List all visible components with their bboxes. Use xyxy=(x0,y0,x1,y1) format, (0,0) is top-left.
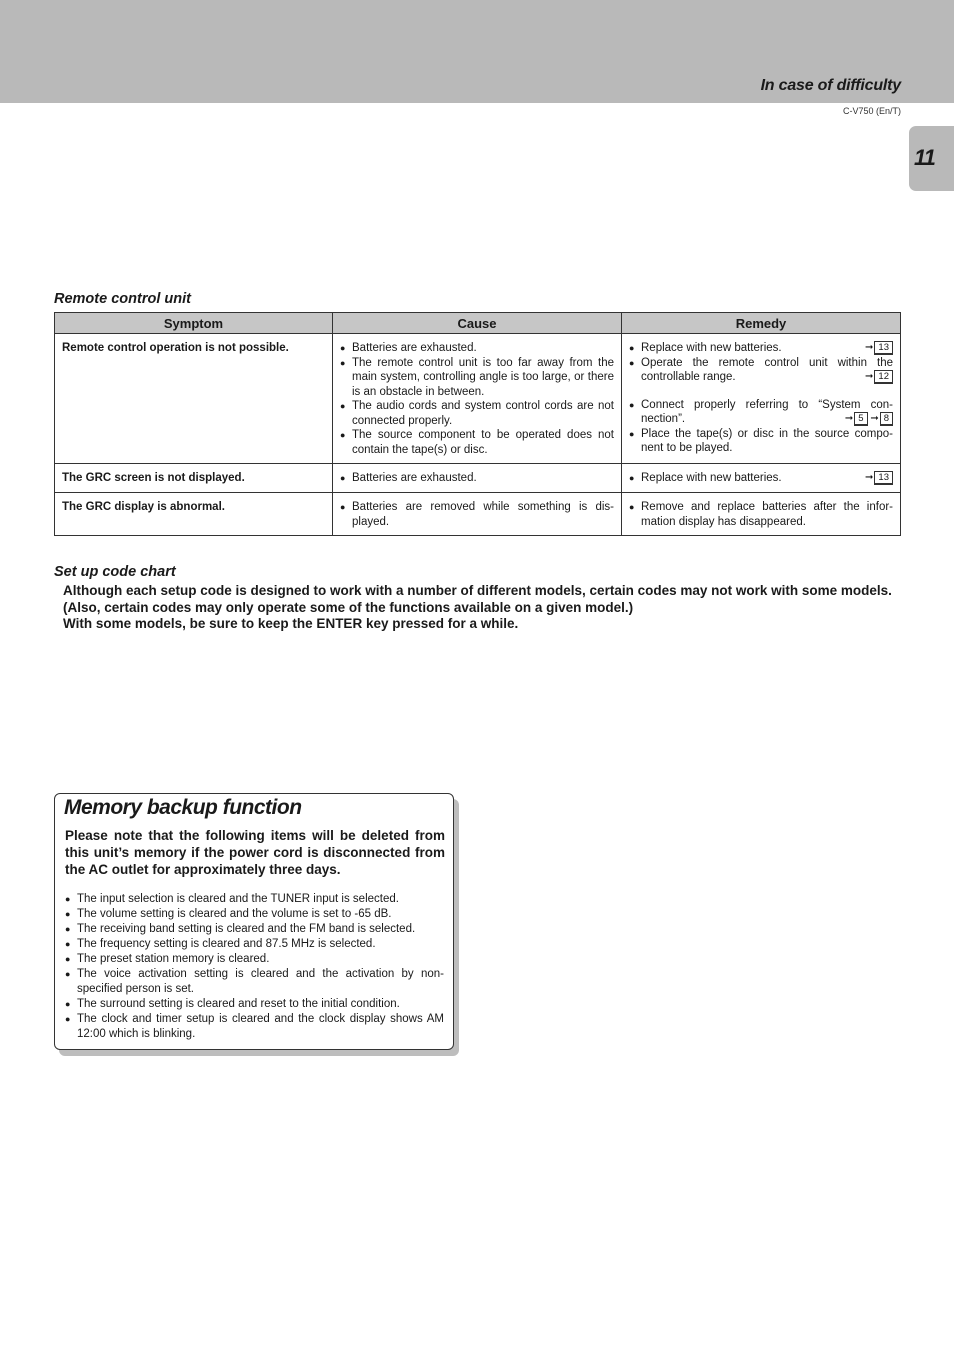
list-item: ● The voice activation setting is cleared and the activation by non-specified person is set. xyxy=(65,967,444,997)
remedy-text: Replace with new batteries. xyxy=(641,472,782,484)
remedy-item: ● Remove and replace batteries after the infor-mation display has disappeared. xyxy=(629,500,893,529)
list-item: ● The volume setting is cleared and the volume is set to -65 dB. xyxy=(65,907,444,922)
page-reference: ● ➞ 13 xyxy=(865,471,893,486)
column-header-remedy: Remedy xyxy=(622,313,901,334)
table-row xyxy=(55,334,901,464)
remedy-item xyxy=(629,398,893,427)
cause-cell xyxy=(333,493,622,536)
list-item: ● The receiving band setting is cleared and the FM band is selected. xyxy=(65,922,444,937)
remedy-item xyxy=(629,341,893,356)
page-reference: ➞ 5 ➞ 8 xyxy=(845,412,893,427)
memory-backup-intro: Please note that the following items will be deleted from this unit’s memory if the power cord is disconnected from the AC outlet for approximately three days. xyxy=(65,828,445,877)
column-header-symptom: Symptom xyxy=(55,313,333,334)
list-item: ● The surround setting is cleared and reset to the initial condition. xyxy=(65,997,444,1012)
list-item: ● The preset station memory is cleared. xyxy=(65,952,444,967)
remedy-item xyxy=(629,471,893,486)
cause-cell xyxy=(333,334,622,464)
model-code: C-V750 (En/T) xyxy=(842,106,901,116)
book-icon-ref: 13 xyxy=(874,341,893,355)
troubleshooting-table xyxy=(54,312,901,536)
remedy-text: Replace with new batteries. xyxy=(641,342,782,354)
memory-backup-list xyxy=(65,892,444,1042)
memory-backup-box xyxy=(54,793,454,1050)
symptom-cell: Remote control operation is not possible. xyxy=(55,334,333,464)
setup-paragraph: With some models, be sure to keep the ENTER key pressed for a while. xyxy=(63,616,519,631)
remedy-item xyxy=(629,356,893,385)
symptom-cell: The GRC display is abnormal. xyxy=(55,493,333,536)
page-reference: ● ➞ 13 xyxy=(865,341,893,356)
remedy-text: Operate the remote control unit within the controllable range. xyxy=(641,356,893,383)
table-row xyxy=(55,493,901,536)
memory-backup-title: Memory backup function xyxy=(64,796,302,819)
cause-item: ● The audio cords and system control cords are not connected properly. xyxy=(340,399,614,428)
table-header-row xyxy=(55,313,901,334)
remedy-cell xyxy=(622,493,901,536)
symptom-cell: The GRC screen is not displayed. xyxy=(55,464,333,493)
remedy-item: ● Place the tape(s) or disc in the source compo-nent to be played. xyxy=(629,427,893,456)
column-header-cause: Cause xyxy=(333,313,622,334)
cause-item: ● The remote control unit is too far away from the main system, controlling angle is too large, or there is an obstacle in between. xyxy=(340,356,614,400)
book-icon-ref: 5 xyxy=(854,412,867,426)
book-icon-ref: 8 xyxy=(880,412,893,426)
remedy-cell xyxy=(622,334,901,464)
book-icon-ref: 12 xyxy=(874,370,893,384)
remote-control-heading: Remote control unit xyxy=(54,291,191,307)
cause-item: ● The source component to be operated does not contain the tape(s) or disc. xyxy=(340,428,614,457)
setup-code-heading: Set up code chart xyxy=(54,564,176,580)
cause-cell xyxy=(333,464,622,493)
list-item: ● The clock and timer setup is cleared and the clock display shows AM 12:00 which is blinking. xyxy=(65,1012,444,1042)
page-number: 11 xyxy=(914,145,935,170)
section-title: In case of difficulty xyxy=(760,77,901,94)
remedy-cell xyxy=(622,464,901,493)
setup-paragraph: Although each setup code is designed to work with a number of different models, certain codes may not work with some models. (Also, certain codes may only operate some of the functions available on a given model.) xyxy=(63,583,892,615)
book-icon-ref: 13 xyxy=(874,471,893,485)
list-item: ● The input selection is cleared and the TUNER input is selected. xyxy=(65,892,444,907)
list-item: ● The frequency setting is cleared and 87.5 MHz is selected. xyxy=(65,937,444,952)
cause-item: ● Batteries are exhausted. xyxy=(340,341,614,356)
page-reference: ➞ 12 xyxy=(865,370,893,385)
cause-item: ● Batteries are removed while something is dis-played. xyxy=(340,500,614,529)
setup-code-text xyxy=(63,583,903,633)
cause-item: ● Batteries are exhausted. xyxy=(340,471,614,486)
remedy-text: Connect properly referring to “System con-nection”. xyxy=(641,398,893,425)
table-row xyxy=(55,464,901,493)
